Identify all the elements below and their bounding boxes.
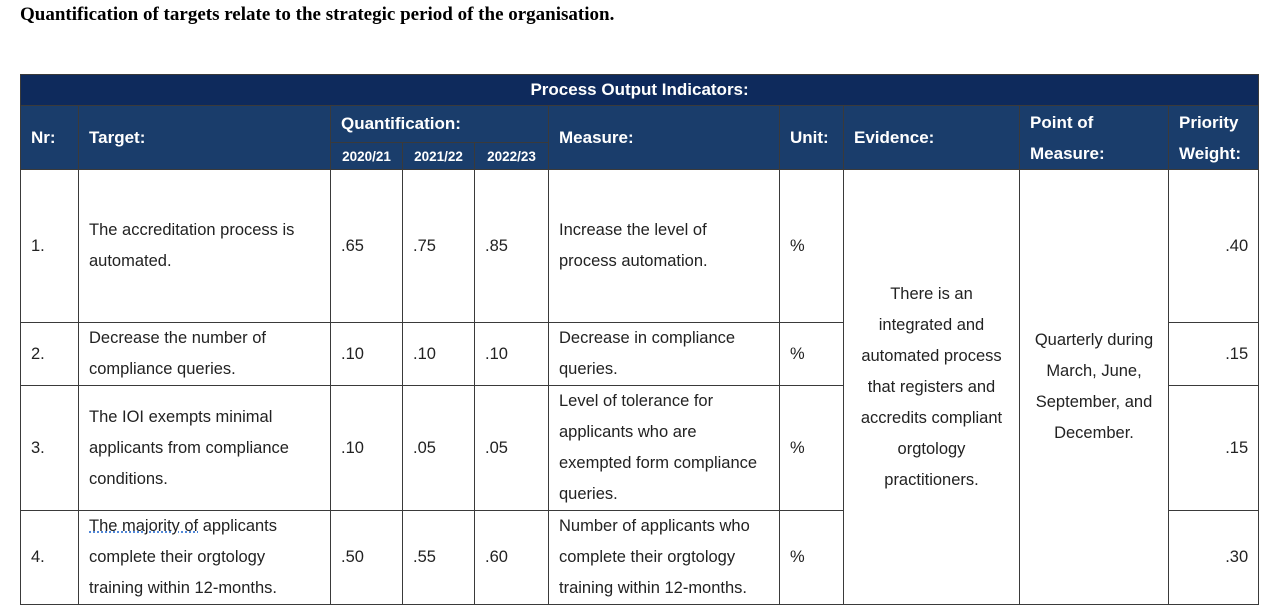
row-nr: 1. — [21, 170, 79, 323]
row-q-2021-22: .05 — [403, 386, 475, 511]
row-q-2022-23: .60 — [475, 511, 549, 605]
row-target-rest: applicants complete their orgtology training within 12-months. — [89, 517, 278, 597]
row-unit: % — [780, 386, 844, 511]
row-q-2020-21: .10 — [331, 386, 403, 511]
row-target — [79, 511, 331, 605]
row-q-2022-23: .10 — [475, 323, 549, 386]
row-nr: 2. — [21, 323, 79, 386]
row-target: The IOI exempts minimal applicants from compliance conditions. — [79, 386, 331, 511]
row-q-2021-22: .55 — [403, 511, 475, 605]
row-priority-weight: .30 — [1169, 511, 1259, 605]
row-unit: % — [780, 170, 844, 323]
row-nr: 4. — [21, 511, 79, 605]
header-measure: Measure: — [549, 106, 780, 170]
table-row — [21, 170, 1259, 323]
evidence-cell: There is an integrated and automated process that registers and accredits compliant orgtology practitioners. — [844, 170, 1020, 605]
row-q-2021-22: .75 — [403, 170, 475, 323]
row-priority-weight: .40 — [1169, 170, 1259, 323]
row-q-2022-23: .05 — [475, 386, 549, 511]
header-year-2021-22: 2021/22 — [403, 143, 475, 170]
row-measure: Number of applicants who complete their orgtology training within 12-months. — [549, 511, 780, 605]
row-q-2021-22: .10 — [403, 323, 475, 386]
header-point-of-measure: Point of Measure: — [1020, 106, 1169, 170]
header-nr: Nr: — [21, 106, 79, 170]
table-banner: Process Output Indicators: — [21, 75, 1259, 106]
header-evidence: Evidence: — [844, 106, 1020, 170]
row-target: Decrease the number of compliance queries. — [79, 323, 331, 386]
row-nr: 3. — [21, 386, 79, 511]
row-target: The accreditation process is automated. — [79, 170, 331, 323]
header-quantification: Quantification: — [331, 106, 549, 143]
row-q-2020-21: .50 — [331, 511, 403, 605]
row-measure: Decrease in compliance queries. — [549, 323, 780, 386]
row-priority-weight: .15 — [1169, 386, 1259, 511]
row-q-2022-23: .85 — [475, 170, 549, 323]
header-priority-weight: Priority Weight: — [1169, 106, 1259, 170]
process-output-indicators-table — [20, 74, 1259, 605]
point-of-measure-cell: Quarterly during March, June, September, and December. — [1020, 170, 1169, 605]
row-measure: Increase the level of process automation. — [549, 170, 780, 323]
header-year-2020-21: 2020/21 — [331, 143, 403, 170]
row-q-2020-21: .10 — [331, 323, 403, 386]
document-title: Quantification of targets relate to the strategic period of the organisation. — [20, 4, 615, 25]
row-measure: Level of tolerance for applicants who are exempted form compliance queries. — [549, 386, 780, 511]
spellcheck-underline: The majority of — [89, 517, 199, 535]
header-unit: Unit: — [780, 106, 844, 170]
row-unit: % — [780, 511, 844, 605]
row-q-2020-21: .65 — [331, 170, 403, 323]
row-priority-weight: .15 — [1169, 323, 1259, 386]
header-year-2022-23: 2022/23 — [475, 143, 549, 170]
header-target: Target: — [79, 106, 331, 170]
row-unit: % — [780, 323, 844, 386]
